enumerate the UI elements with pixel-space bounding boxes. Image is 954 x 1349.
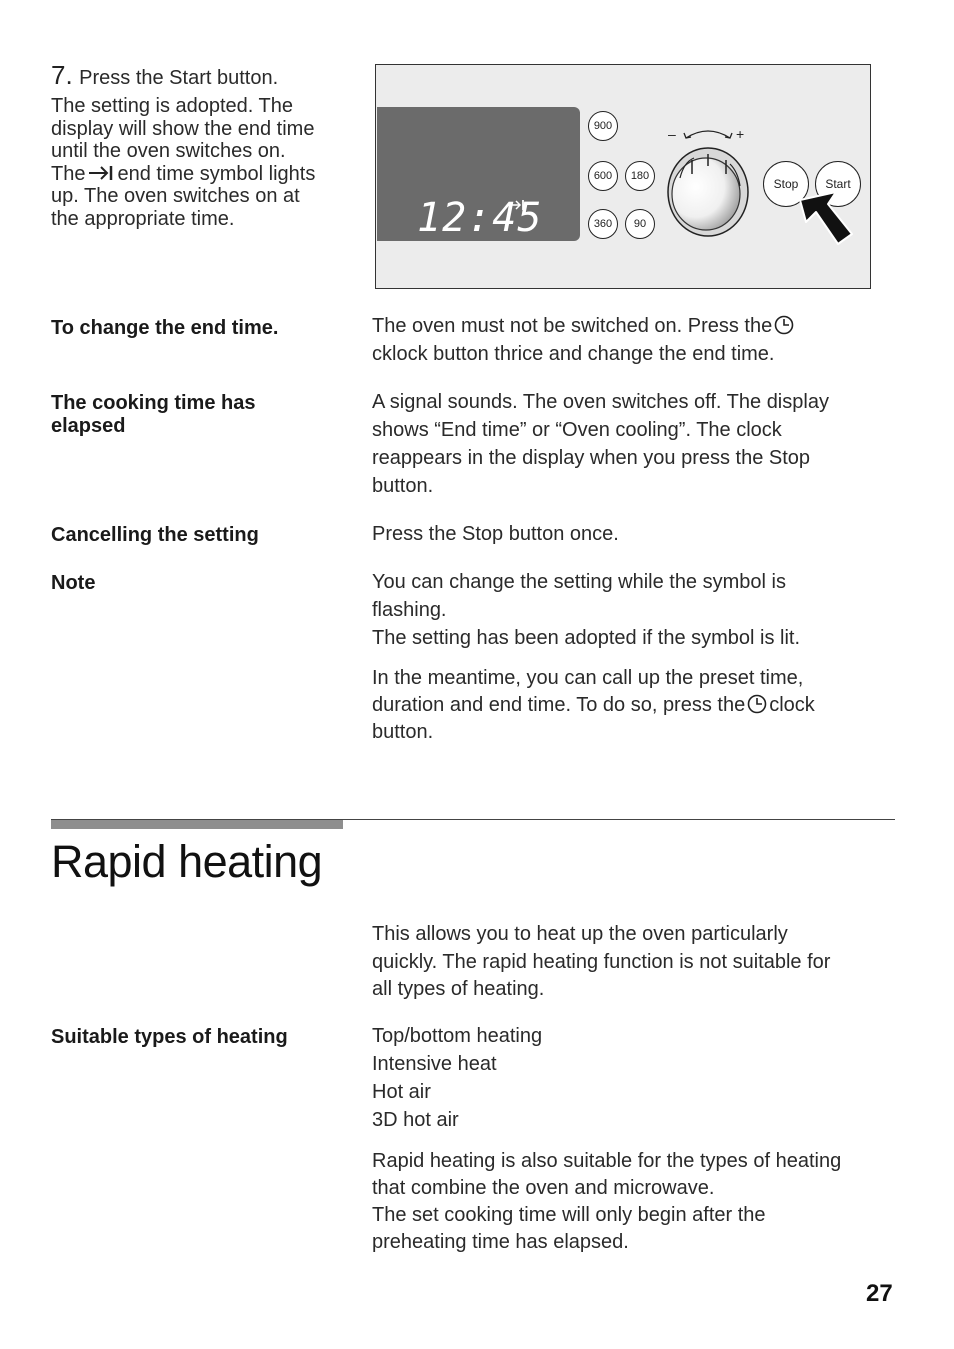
- heating-types-list: [372, 1022, 542, 1134]
- page-number: 27: [866, 1280, 893, 1307]
- change-end-time-text: The oven must not be switched on. Press the cklock button thrice and change the end time.: [372, 312, 796, 368]
- list-item: Hot air: [372, 1081, 431, 1103]
- button-900: 900: [588, 111, 618, 141]
- knob-minus-label: –: [668, 126, 676, 142]
- step-line: the appropriate time.: [51, 207, 235, 230]
- pointer-arrow-icon: [796, 190, 856, 246]
- step-instruction: [51, 60, 278, 91]
- button-360: 360: [588, 209, 618, 239]
- step-line-prefix: The: [51, 162, 86, 185]
- oven-display: [377, 107, 580, 241]
- list-item: Intensive heat: [372, 1053, 497, 1075]
- note-text-2: In the meantime, you can call up the preset time, duration and end time. To do so, press the clock button.: [372, 667, 815, 743]
- label-note: Note: [51, 572, 96, 594]
- step-description: [51, 95, 315, 230]
- step-line: until the oven switches on.: [51, 140, 286, 162]
- step-instruction-text: Press the Start button.: [79, 67, 279, 89]
- display-time: 12:45: [417, 195, 543, 241]
- button-90: 90: [625, 209, 655, 239]
- clock-icon: [747, 694, 767, 714]
- rotation-arrow-icon: [682, 126, 734, 140]
- end-time-icon: [87, 164, 115, 182]
- label-suitable-heating: Suitable types of heating: [51, 1026, 288, 1048]
- clock-icon: [774, 315, 794, 335]
- knob-plus-label: +: [736, 126, 745, 142]
- label-cancelling-setting: Cancelling the setting: [51, 524, 259, 546]
- label-cooking-time-elapsed: The cooking time has elapsed: [51, 392, 256, 437]
- cancelling-setting-text: Press the Stop button once.: [372, 523, 619, 545]
- button-600: 600: [588, 161, 618, 191]
- note-text-1: You can change the setting while the symbol is flashing. The setting has been adopted if the symbol is lit.: [372, 571, 801, 649]
- step-number: 7.: [51, 60, 73, 90]
- cooking-time-elapsed-text: A signal sounds. The oven switches off. The display shows “End time” or “Oven cooling”. The clock reappears in the display when you press the Stop button.: [372, 391, 829, 497]
- start-button-illustration: Start: [815, 161, 861, 207]
- section-heading: Rapid heating: [51, 836, 323, 887]
- rapid-extra-text: Rapid heating is also suitable for the types of heating that combine the oven and microwave. The set cooking time will only begin after the preheating time has elapsed.: [372, 1150, 842, 1253]
- label-change-end-time: To change the end time.: [51, 317, 279, 339]
- step-line: The setting is adopted. The: [51, 95, 294, 117]
- button-180: 180: [625, 161, 655, 191]
- step-line-suffix: end time symbol lights: [117, 162, 316, 185]
- change-end-time-line: cklock button thrice and change the end time.: [372, 343, 775, 365]
- list-item: Top/bottom heating: [372, 1025, 543, 1047]
- step-line: display will show the end time: [51, 117, 315, 140]
- rotary-knob-icon: [664, 140, 752, 240]
- step-line: up. The oven switches on at: [51, 185, 300, 207]
- rapid-intro-text: This allows you to heat up the oven particularly quickly. The rapid heating function is not suitable for all types of heating.: [372, 923, 831, 1000]
- stop-button-illustration: Stop: [763, 161, 809, 207]
- list-item: 3D hot air: [372, 1109, 459, 1131]
- step-line-with-symbol: [51, 163, 315, 186]
- section-rule-bar: [51, 820, 343, 829]
- end-time-icon: [509, 199, 525, 213]
